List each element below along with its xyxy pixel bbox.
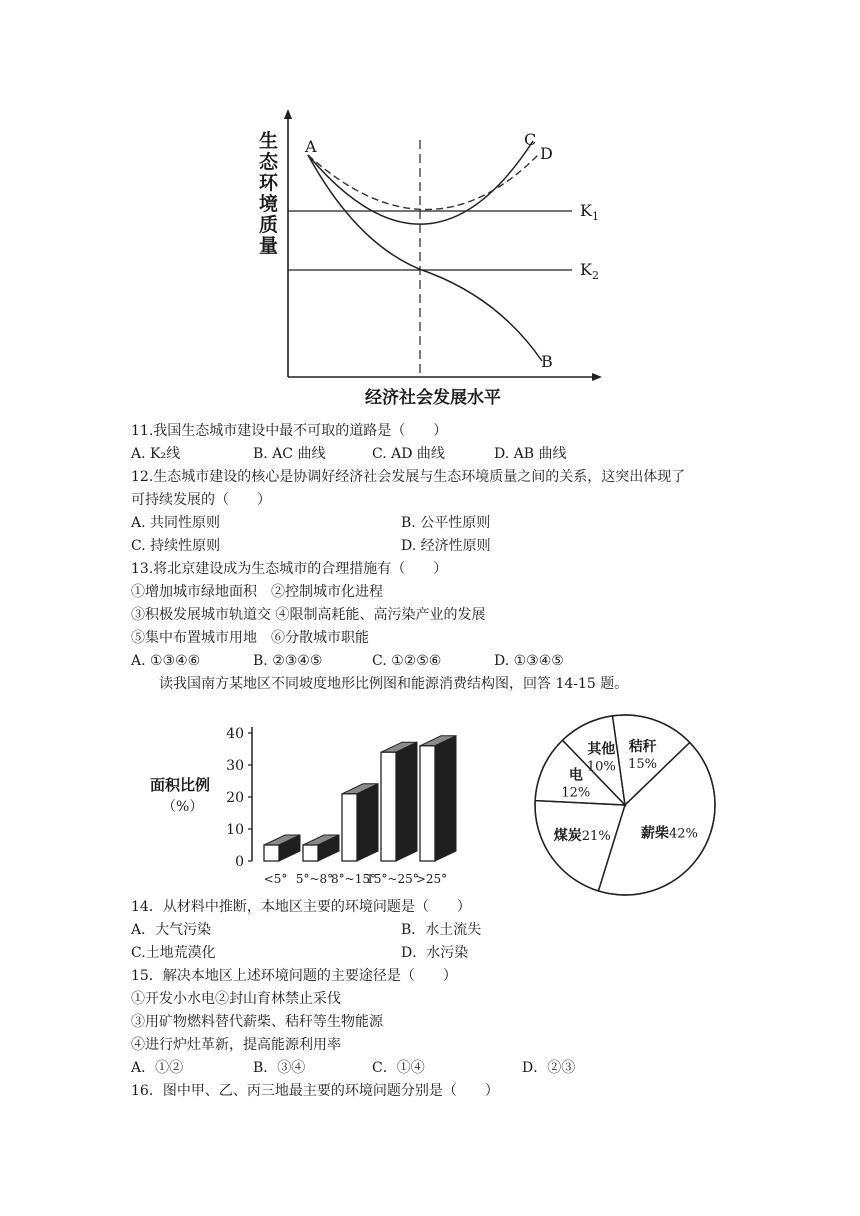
bar bbox=[264, 835, 300, 861]
q11-option-c: C. AD 曲线 bbox=[372, 446, 445, 462]
y-axis-arrow bbox=[284, 109, 292, 119]
bar-y-tick-label: 30 bbox=[226, 758, 244, 774]
slope-bar-chart bbox=[140, 715, 480, 895]
q15-item-3: ④进行炉灶革新，提高能源利用率 bbox=[131, 1037, 341, 1053]
bar-front-face bbox=[381, 752, 396, 861]
bar bbox=[381, 742, 417, 861]
bar-ylabel-unit: （%） bbox=[162, 799, 204, 815]
pie-label bbox=[553, 827, 611, 844]
x-axis-arrow bbox=[592, 373, 602, 381]
bar-y-tick-label: 20 bbox=[226, 790, 244, 806]
bar-front-face bbox=[342, 794, 357, 861]
q14-option-c: C.土地荒漠化 bbox=[131, 945, 216, 961]
q14-option-b: B．水土流失 bbox=[401, 922, 482, 938]
y-label-char: 境 bbox=[259, 193, 279, 215]
label-D: D bbox=[540, 144, 553, 163]
x-axis-label: 经济社会发展水平 bbox=[365, 388, 501, 408]
label-B: B bbox=[541, 352, 553, 371]
label-K2: $K_2$ bbox=[580, 260, 599, 282]
q15-item-1: ①开发小水电②封山育林禁止采伐 bbox=[131, 991, 341, 1007]
bar-front-face bbox=[420, 746, 435, 861]
q11-option-b: B. AC 曲线 bbox=[253, 446, 326, 462]
label-K1: $K_1$ bbox=[580, 201, 599, 223]
pie-value-label: 12% bbox=[561, 785, 591, 801]
q15-option-d: D．②③ bbox=[522, 1060, 576, 1076]
bar-side-face bbox=[357, 784, 378, 861]
y-label-char: 量 bbox=[259, 235, 279, 257]
label-A: A bbox=[305, 137, 317, 156]
q14-option-d: D．水污染 bbox=[401, 945, 469, 961]
curve-AB bbox=[308, 155, 542, 361]
q11-option-d: D. AB 曲线 bbox=[494, 446, 567, 462]
q15-stem: 15．解决本地区上述环境问题的主要途径是（ ） bbox=[131, 968, 457, 984]
bar bbox=[342, 784, 378, 861]
q11-stem: 11.我国生态城市建设中最不可取的道路是（ ） bbox=[131, 423, 448, 439]
q13-stem: 13.将北京建设成为生态城市的合理措施有（ ） bbox=[131, 561, 448, 577]
q13-option-d: D. ①③④⑤ bbox=[494, 653, 564, 669]
section-intro: 读我国南方某地区不同坡度地形比例图和能源消费结构图，回答 14-15 题。 bbox=[159, 676, 629, 692]
bar-y-tick-label: 0 bbox=[235, 854, 244, 870]
q12-option-d: D. 经济性原则 bbox=[401, 538, 491, 554]
pie-label-name: 煤炭 bbox=[553, 827, 582, 844]
q15-item-2: ③用矿物燃料替代薪柴、秸秆等生物能源 bbox=[131, 1014, 383, 1030]
q13-item-3: ⑤集中布置城市用地 ⑥分散城市职能 bbox=[131, 630, 369, 646]
q15-option-a: A．①② bbox=[131, 1060, 184, 1076]
q12-option-b: B. 公平性原则 bbox=[401, 515, 491, 531]
curve-AD bbox=[308, 153, 540, 210]
pie-label bbox=[641, 824, 698, 841]
bar-side-face bbox=[396, 742, 417, 861]
q13-option-a: A. ①③④⑥ bbox=[131, 653, 201, 669]
q12-option-a: A. 共同性原则 bbox=[131, 515, 221, 531]
q16-stem: 16．图中甲、乙、丙三地最主要的环境问题分别是（ ） bbox=[131, 1083, 499, 1099]
pie-value-label: 42% bbox=[669, 826, 698, 842]
q12-stem-line1: 12.生态城市建设的核心是协调好经济社会发展与生态环境质量之间的关系，这突出体现了 bbox=[131, 469, 686, 485]
pie-label: 电 bbox=[568, 767, 583, 784]
energy-pie-chart bbox=[525, 710, 725, 900]
pie-label-name: 薪柴 bbox=[641, 825, 670, 842]
q11-option-a: A. K₂线 bbox=[131, 446, 181, 462]
pie-value-label: 10% bbox=[586, 759, 616, 775]
bar-category-label: 15°~25° bbox=[366, 872, 419, 886]
bar-front-face bbox=[303, 845, 318, 861]
q13-item-2: ③积极发展城市轨道交 ④限制高耗能、高污染产业的发展 bbox=[131, 607, 486, 623]
q15-option-b: B．③④ bbox=[253, 1060, 306, 1076]
bar-y-tick-label: 10 bbox=[226, 822, 244, 838]
bar-front-face bbox=[264, 845, 279, 861]
bar-side-face bbox=[435, 736, 456, 861]
q12-stem-line2: 可持续发展的（ ） bbox=[131, 492, 271, 508]
y-label-char: 环 bbox=[259, 172, 279, 194]
bar-y-tick-label: 40 bbox=[226, 726, 244, 742]
bar-category-label: <5° bbox=[263, 872, 288, 886]
q14-option-a: A．大气污染 bbox=[131, 922, 212, 938]
pie-label: 其他 bbox=[587, 741, 616, 758]
bar-category-label: 8°~15° bbox=[331, 872, 376, 886]
q13-item-1: ①增加城市绿地面积 ②控制城市化进程 bbox=[131, 584, 383, 600]
q14-stem: 14．从材料中推断，本地区主要的环境问题是（ ） bbox=[131, 899, 471, 915]
bar bbox=[420, 736, 456, 861]
bar-ylabel: 面积比例 bbox=[150, 776, 211, 794]
bar-category-label: 5°~8° bbox=[295, 872, 334, 886]
q12-option-c: C. 持续性原则 bbox=[131, 538, 221, 554]
pie-label: 秸秆 bbox=[628, 738, 657, 755]
bar-category-label: >25° bbox=[415, 872, 448, 886]
y-label-char: 生 bbox=[259, 130, 279, 152]
q13-option-c: C. ①②⑤⑥ bbox=[372, 653, 442, 669]
y-label-char: 态 bbox=[259, 151, 279, 173]
q13-option-b: B. ②③④⑤ bbox=[253, 653, 323, 669]
pie-value-label: 15% bbox=[628, 756, 658, 772]
y-axis-label bbox=[259, 129, 279, 257]
pie-value-label: 21% bbox=[581, 828, 611, 844]
y-label-char: 质 bbox=[259, 214, 279, 236]
label-C: C bbox=[524, 130, 537, 149]
ecology-curve-diagram bbox=[250, 105, 620, 415]
q15-option-c: C．①④ bbox=[372, 1060, 425, 1076]
bar bbox=[303, 835, 339, 861]
